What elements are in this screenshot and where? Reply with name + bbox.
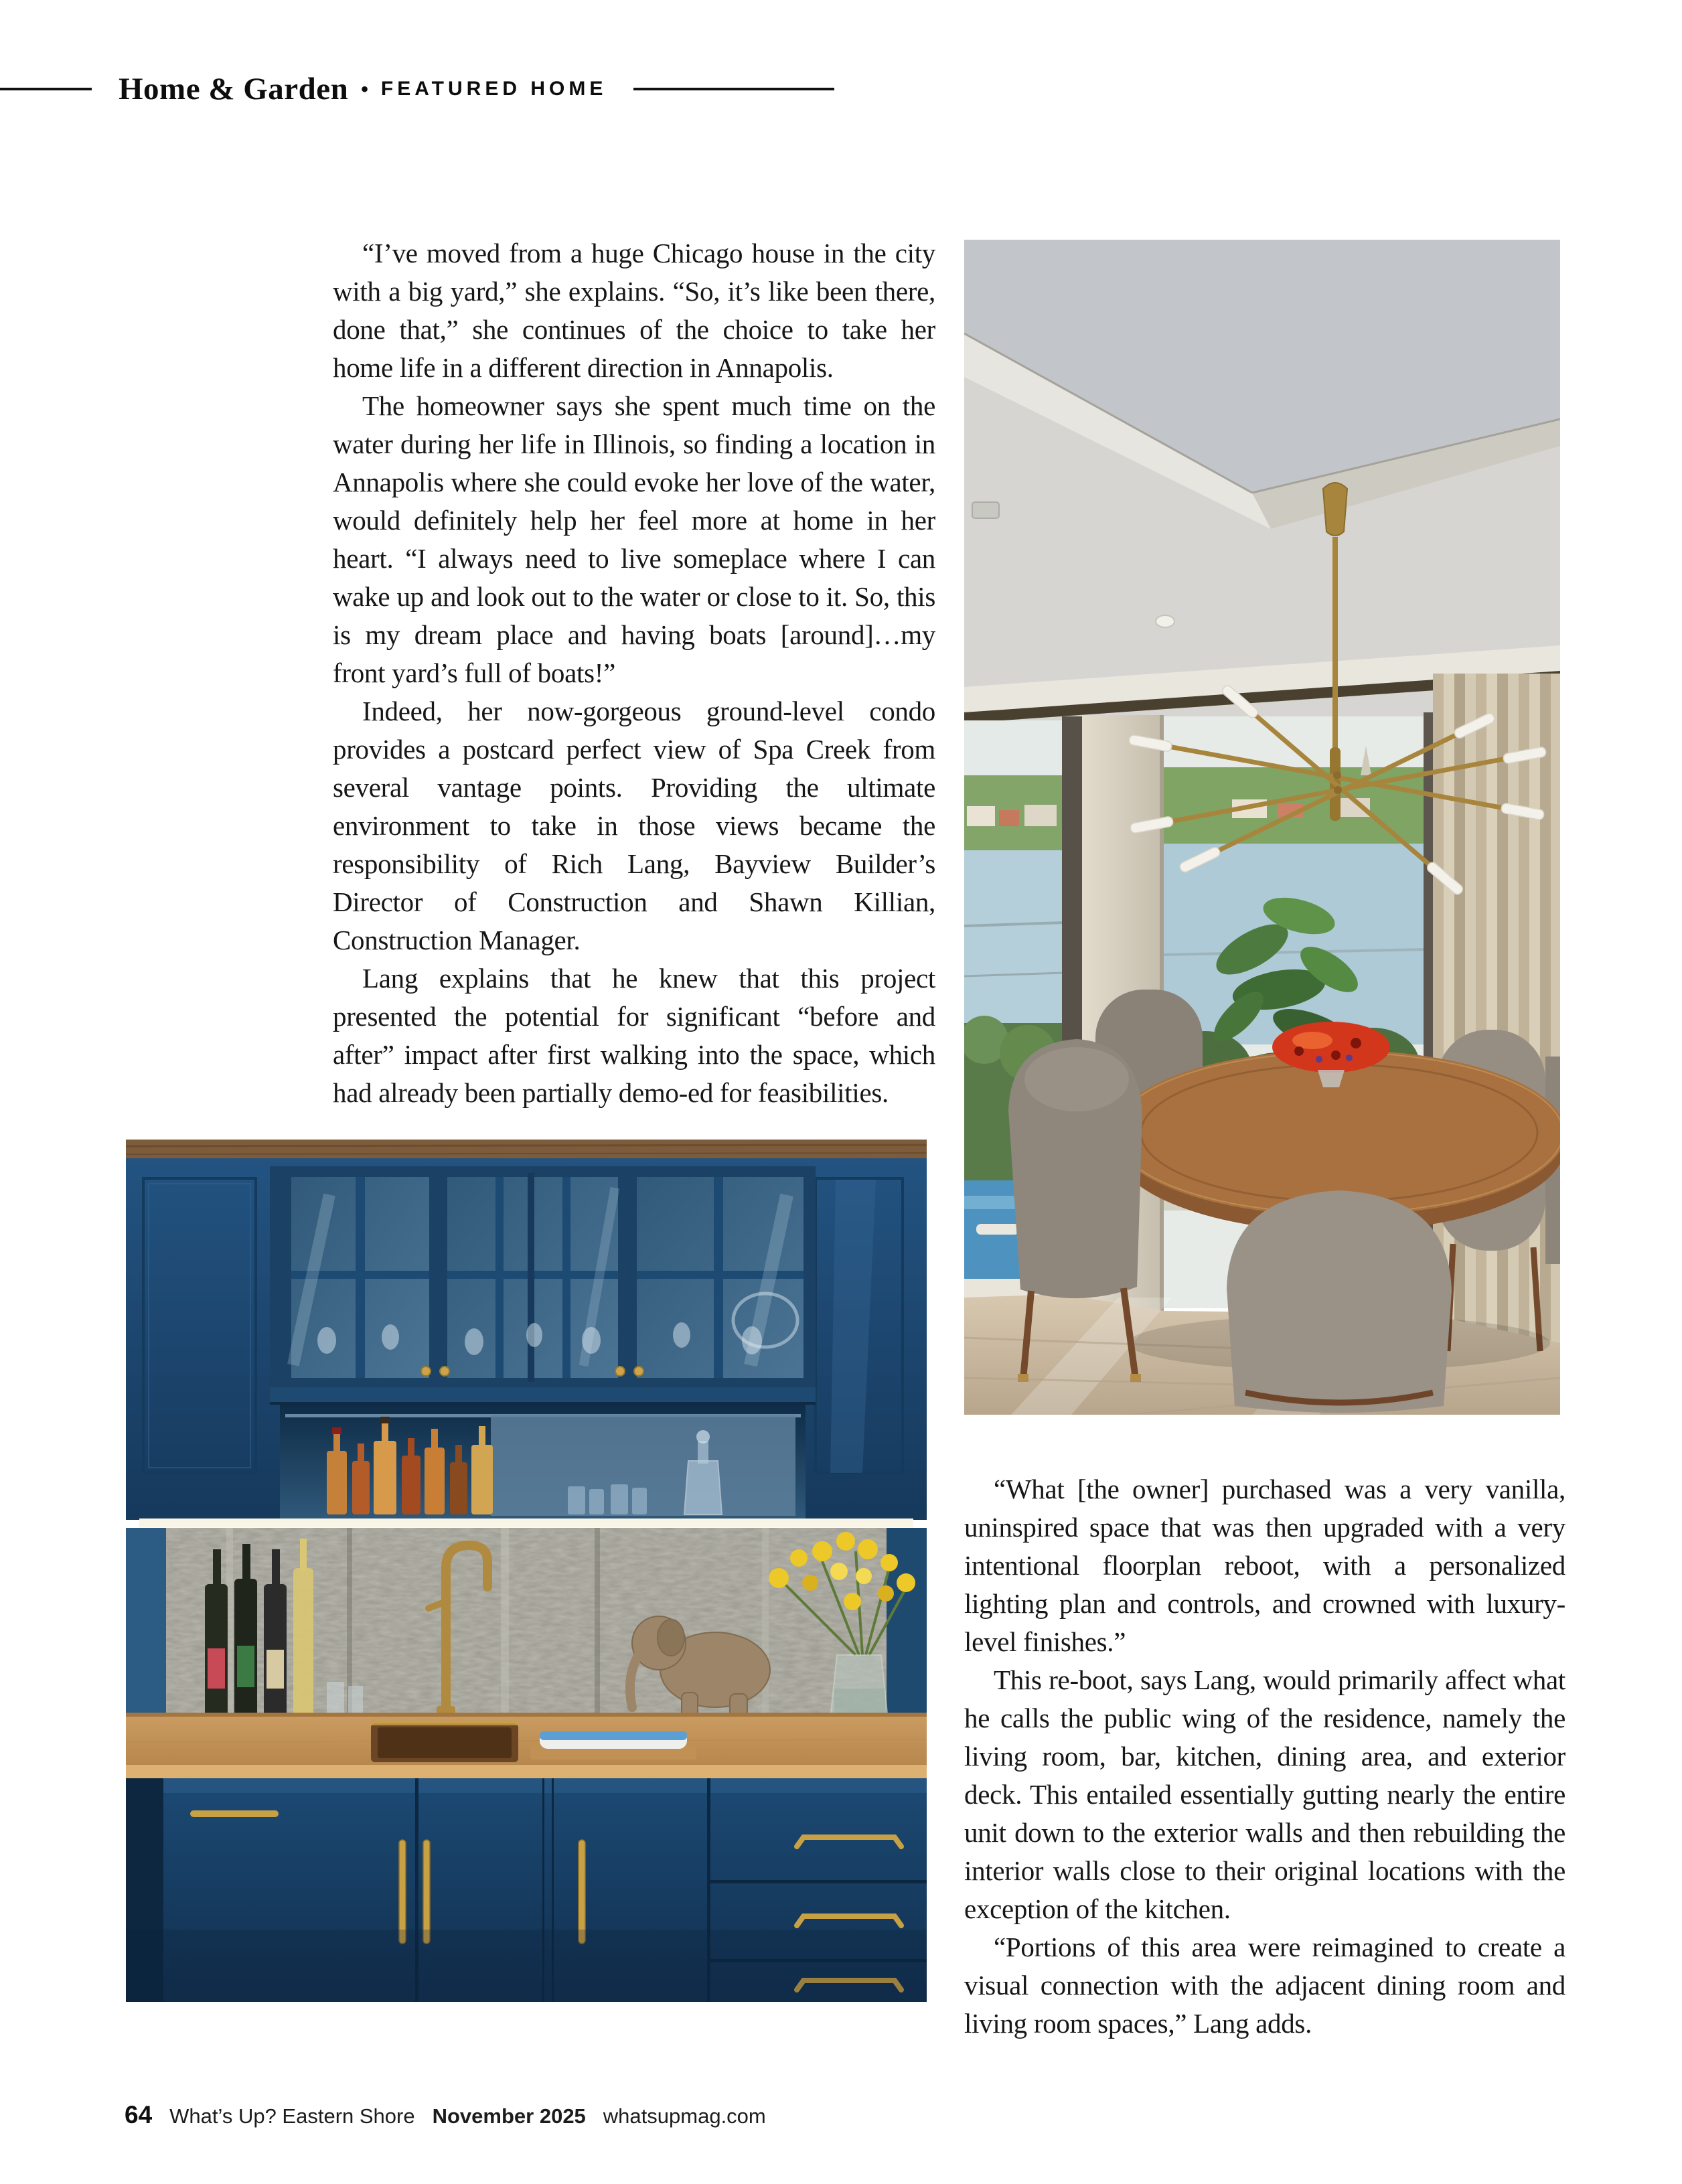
- article-right-column: [964, 1470, 1565, 2043]
- header-rule-right: [633, 88, 834, 90]
- header-rule-left: [0, 88, 92, 90]
- feature-label: FEATURED HOME: [380, 78, 607, 100]
- article-paragraph: Indeed, her now-gorgeous ground-level condo provides a postcard perfect view of Spa Creek from several vantage points. Providing the ultimate environment to take in those views became the responsibility of Rich Lang, Bayview Builder’s Director of Construction and Shawn Killian, Construction Manager.: [333, 696, 935, 955]
- article-paragraph: This re-boot, says Lang, would primarily affect what he calls the public wing of the residence, namely the living room, bar, kitchen, dining area, and exterior deck. This entailed essentially gutting nearly the entire unit down to the exterior walls and then rebuilding the interior walls close to their original locations with the exception of the kitchen.: [964, 1664, 1565, 1924]
- magazine-name: What’s Up? Eastern Shore: [169, 2104, 415, 2128]
- article-paragraph: “What [the owner] purchased was a very vanilla, uninspired space that was then upgraded with a very intentional floorplan reboot, with a personalized lighting plan and controls, and crowned with luxury-level finishes.”: [964, 1474, 1565, 1657]
- article-paragraph: Lang explains that he knew that this project presented the potential for significant “before and after” impact after first walking into the space, which had already been partially demo-ed for feasibilities.: [333, 963, 935, 1108]
- dining-room-photo: [964, 240, 1560, 1415]
- article-left-column: [333, 234, 935, 1112]
- page-number: 64: [125, 2101, 153, 2128]
- bullet-separator-icon: •: [360, 76, 369, 102]
- article-paragraph: “I’ve moved from a huge Chicago house in the city with a big yard,” she explains. “So, it’s like been there, done that,” she continues of the choice to take her home life in a different direction in Annapolis.: [333, 238, 935, 383]
- page-footer: [125, 2101, 766, 2129]
- section-title: Home & Garden: [119, 72, 349, 106]
- article-paragraph: “Portions of this area were reimagined to create a visual connection with the adjacent dining room and living room spaces,” Lang adds.: [964, 1932, 1565, 2039]
- bar-photo: [126, 1140, 927, 2002]
- website-url: whatsupmag.com: [603, 2104, 766, 2128]
- article-paragraph: The homeowner says she spent much time on the water during her life in Illinois, so finding a location in Annapolis where she could evoke her love of the water, would definitely help her feel more at home in her heart. “I always need to live someplace where I can wake up and look out to the water or close to it. So, this is my dream place and having boats [around]…my front yard’s full of boats!”: [333, 390, 935, 688]
- section-header: [0, 70, 1682, 108]
- issue-date: November 2025: [432, 2104, 586, 2128]
